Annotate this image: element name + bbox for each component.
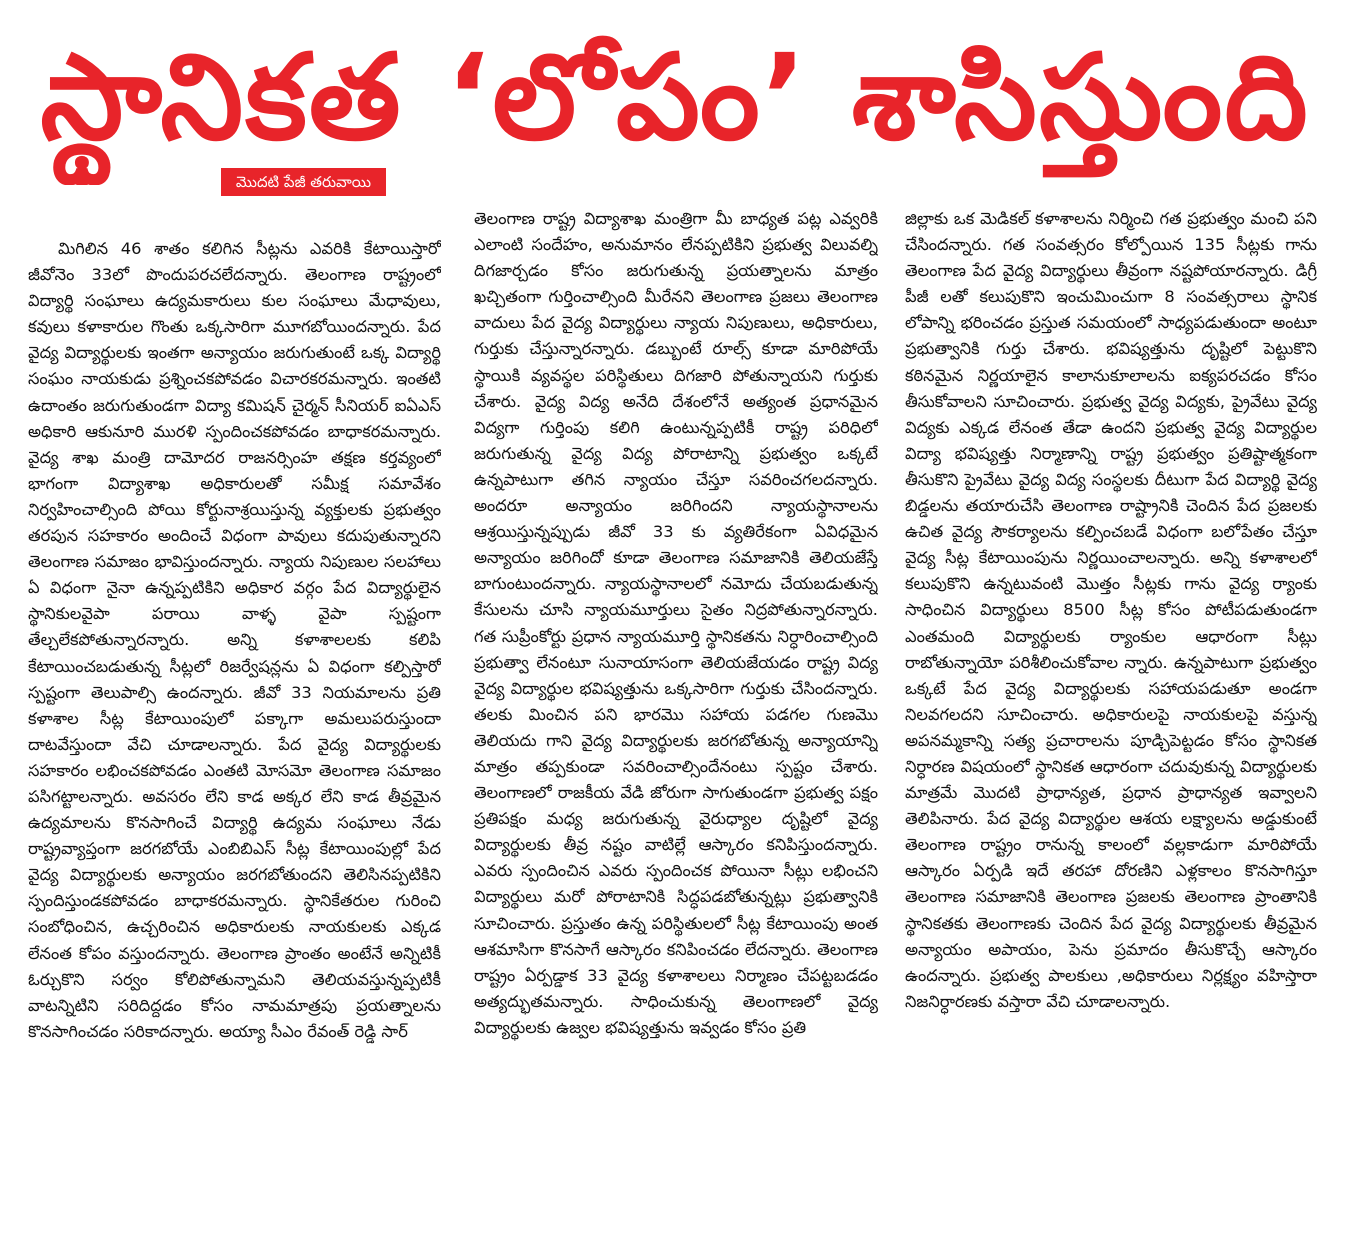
article-column-1 bbox=[28, 236, 441, 1254]
article-column-2 bbox=[474, 206, 878, 1252]
column-1-text: మిగిలిన 46 శాతం కలిగిన సీట్లను ఎవరికి కేటాయిస్తారో జీవోనెం 33లో పొందుపరచలేదన్నారు. తెలంగాణ రాష్ట్రంలో విద్యార్థి సంఘాలు ఉద్యమకారులు కుల సంఘాలు మేధావులు, కవులు కళాకారుల గొంతు ఒక్కసారిగా మూగబోయిందన్నారు. పేద వైద్య విద్యార్థులకు ఇంతగా అన్యాయం జరుగుతుంటే ఒక్క విద్యార్థి సంఘం నాయకుడు ప్రశ్నించకపోవడం విచారకరమన్నారు. ఇంతటి ఉదాంతం జరుగుతుండగా విద్యా కమిషన్ చైర్మన్ సీనియర్ ఐఏఎస్ అధికారి ఆకునూరి మురళి స్పందించకపోవడం బాధాకరమన్నారు. వైద్య శాఖ మంత్రి దామోదర రాజనర్సింహ తక్షణ కర్తవ్యంలో భాగంగా విద్యాశాఖ అధికారులతో సమీక్ష సమావేశం నిర్వహించాల్సింది పోయి కోర్టునాశ్రయిస్తున్న వ్యక్తులకు ప్రభుత్వం తరపున సహకారం అందించే విధంగా పావులు కదుపుతున్నారని తెలంగాణ సమాజం భావిస్తుందన్నారు. న్యాయ నిపుణుల సలహాలు ఏ విధంగా నైనా ఉన్నప్పటికిని అధికార వర్గం పేద విద్యార్థులైన స్థానికులవైపా పరాయి వాళ్ళ వైపా స్పష్టంగా తేల్చలేకపోతున్నారన్నారు. అన్ని కళాశాలలకు కలిపి కేటాయించబడుతున్న సీట్లలో రిజర్వేషన్లను ఏ విధంగా కల్పిస్తారో స్పష్టంగా తెలుపాల్సి ఉందన్నారు. జీవో 33 నియమాలను ప్రతి కళాశాల సీట్ల కేటాయింపులో పక్కాగా అమలుపరుస్తుందా దాటవేస్తుందా వేచి చూడాలన్నారు. పేద వైద్య విద్యార్థులకు సహకారం లభించకపోవడం ఎంతటి మోసమో తెలంగాణ సమాజం పసిగట్టాలన్నారు. అవసరం లేని కాడ అక్కర లేని కాడ తీవ్రమైన ఉద్యమాలను కొనసాగించే విద్యార్థి ఉద్యమ సంఘాలు నేడు రాష్ట్రవ్యాప్తంగా జరగబోయే ఎంబిబిఎస్ సీట్ల కేటాయింపుల్లో పేద వైద్య విద్యార్థులకు అన్యాయం జరగబోతుందని తెలిసినప్పటికిని స్పందిస్తుండకపోవడం బాధాకరమన్నారు. స్థానికేతరుల గురించి సంబోధించిన, ఉచ్చరించిన అధికారులకు నాయకులకు ఎక్కడ లేనంత కోపం వస్తుందన్నారు. తెలంగాణ ప్రాంతం అంటేనే అన్నిటికీ ఓర్చుకొని సర్వం కోలిపోతున్నామని తెలియవస్తున్నప్పటికీ వాటన్నిటిని సరిదిద్దడం కోసం నామమాత్రపు ప్రయత్నాలను కొనసాగించడం సరికాదన్నారు. అయ్యా సీఎం రేవంత్ రెడ్డి సార్ bbox=[28, 239, 441, 1041]
article-column-3 bbox=[905, 206, 1317, 1252]
column-3-text: జిల్లాకు ఒక మెడికల్ కళాశాలను నిర్మించి గత ప్రభుత్వం మంచి పని చేసిందన్నారు. గత సంవత్సరం కోల్పోయిన 135 సీట్లకు గాను తెలంగాణ పేద వైద్య విద్యార్థులు తీవ్రంగా నష్టపోయారన్నారు. డిగ్రీ పీజీ లతో కలుపుకొని ఇంచుమించుగా 8 సంవత్సరాలు స్థానిక లోపాన్ని భరించడం ప్రస్తుత సమయంలో సాధ్యపడుతుందా అంటూ ప్రభుత్వానికి గుర్తు చేశారు. భవిష్యత్తును దృష్టిలో పెట్టుకొని కఠినమైన నిర్ణయాలైన కాలానుకూలాలను ఐక్యపరచడం కోసం తీసుకోవాలని సూచించారు. ప్రభుత్వ వైద్య విద్యకు, ప్రైవేటు వైద్య విద్యకు ఎక్కడ లేనంత తేడా ఉందని ప్రభుత్వ వైద్య విద్యార్థుల విద్యా భవిష్యత్తు నిర్మాణాన్ని రాష్ట్ర ప్రభుత్వం ప్రతిష్టాత్మకంగా తీసుకొని ప్రైవేటు వైద్య విద్య సంస్థలకు దీటుగా పేద విద్యార్థి వైద్య బిడ్డలను తయారుచేసి తెలంగాణ రాష్ట్రానికి చెందిన పేద ప్రజలకు ఉచిత వైద్య సౌకర్యాలను కల్పించబడే విధంగా బలోపేతం చేస్తూ వైద్య సీట్ల కేటాయింపును నిర్ణయించాలన్నారు. అన్ని కళాశాలలో కలుపుకొని ఉన్నటువంటి మొత్తం సీట్లకు గాను వైద్య ర్యాంకు సాధించిన విద్యార్థులు 8500 సీట్ల కోసం పోటీపడుతుండగా ఎంతమంది విద్యార్థులకు ర్యాంకుల ఆధారంగా సీట్లు రాబోతున్నాయో పరిశీలించుకోవాల న్నారు. ఉన్నపాటుగా ప్రభుత్వం ఒక్కటే పేద వైద్య విద్యార్థులకు సహాయపడుతూ అండగా నిలవగలదని సూచించారు. అధికారులపై నాయకులపై వస్తున్న అపనమ్మకాన్ని సత్య ప్రచారాలను పూడ్చిపెట్టడం కోసం స్థానికత నిర్ధారణ విషయంలో స్థానికత ఆధారంగా చదువుకున్న విద్యార్థులకు మాత్రమే మొదటి ప్రాధాన్యత, ప్రధాన ప్రాధాన్యత ఇవ్వాలని తెలిపినారు. పేద వైద్య విద్యార్థుల ఆశయ లక్ష్యాలను అడ్డుకుంటే తెలంగాణ రాష్ట్రం రానున్న కాలంలో వల్లకాడుగా మారిపోయే ఆస్కారం ఏర్పడి ఇదే తరహా దోరణిని ఎళ్లకాలం కొనసాగిస్తూ తెలంగాణ సమాజానికి తెలంగాణ ప్రజలకు తెలంగాణ ప్రాంతానికి స్థానికతకు తెలంగాణకు చెందిన పేద వైద్య విద్యార్థులకు తీవ్రమైన అన్యాయం అపాయం, పెను ప్రమాదం తీసుకొచ్చే ఆస్కారం ఉందన్నారు. ప్రభుత్వ పాలకులు ,అధికారులు నిర్లక్ష్యం వహిస్తారా నిజనిర్ధారణకు వస్తారా వేచి చూడాలన్నారు. bbox=[905, 209, 1317, 1011]
column-2-text: తెలంగాణ రాష్ట్ర విద్యాశాఖ మంత్రిగా మీ బాధ్యత పట్ల ఎవ్వరికి ఎలాంటి సందేహం, అనుమానం లేనప్పటికిని ప్రభుత్వ విలువల్ని దిగజార్చడం కోసం జరుగుతున్న ప్రయత్నాలను మాత్రం ఖచ్చితంగా గుర్తించాల్సింది మీరేనని తెలంగాణ ప్రజలు తెలంగాణ వాదులు పేద వైద్య విద్యార్థులు న్యాయ నిపుణులు, అధికారులు, గుర్తుకు చేస్తున్నారన్నారు. డబ్బుంటే రూల్స్ కూడా మారిపోయే స్థాయికి వ్యవస్థల పరిస్థితులు దిగజారి పోతున్నాయని గుర్తుకు చేశారు. వైద్య విద్య అనేది దేశంలోనే అత్యంత ప్రధానమైన విద్యగా గుర్తింపు కలిగి ఉంటున్నప్పటికీ రాష్ట్ర పరిధిలో జరుగుతున్న వైద్య విద్య పోరాటాన్ని ప్రభుత్వం ఒక్కటే ఉన్నపాటుగా తగిన న్యాయం చేస్తూ సవరించగలదన్నారు. అందరూ అన్యాయం జరిగిందని న్యాయస్థానాలను ఆశ్రయిస్తున్నప్పుడు జీవో 33 కు వ్యతిరేకంగా ఏవిధమైన అన్యాయం జరిగిందో కూడా తెలంగాణ సమాజానికి తెలియజేస్తే బాగుంటుందన్నారు. న్యాయస్థానాలలో నమోదు చేయబడుతున్న కేసులను చూసి న్యాయమూర్తులు సైతం నిద్రపోతున్నారన్నారు. గత సుప్రీంకోర్టు ప్రధాన న్యాయమూర్తి స్థానికతను నిర్ధారించాల్సింది ప్రభుత్వా లేనంటూ సునాయాసంగా తెలియజేయడం రాష్ట్ర విద్య వైద్య విద్యార్థుల భవిష్యత్తును ఒక్కసారిగా గుర్తుకు చేసిందన్నారు. తలకు మించిన పని భారమొ సహాయ పడగల గుణమొ తెలియదు గాని వైద్య విద్యార్థులకు జరగబోతున్న అన్యాయాన్ని మాత్రం తప్పకుండా సవరించాల్సిందేనంటు స్పష్టం చేశారు. తెలంగాణలో రాజకీయ వేడి జోరుగా సాగుతుండగా ప్రభుత్వ పక్షం ప్రతిపక్షం మధ్య జరుగుతున్న వైరుధ్యాల దృష్టిలో వైద్య విద్యార్థులకు తీవ్ర నష్టం వాటిల్లే ఆస్కారం కనిపిస్తుందన్నారు. ఎవరు స్పందించిన ఎవరు స్పందించక పోయినా సీట్లు లభించని విద్యార్థులు మరో పోరాటానికి సిద్ధపడబోతున్నట్లు ప్రభుత్వానికి సూచించారు. ప్రస్తుతం ఉన్న పరిస్థితులలో సీట్ల కేటాయింపు అంత ఆశమాసిగా కొనసాగే ఆస్కారం కనిపించడం లేదన్నారు. తెలంగాణ రాష్ట్రం ఏర్పడ్డాక 33 వైద్య కళాశాలలు నిర్మాణం చేపట్టబడడం అత్యద్భుతమన్నారు. సాధించుకున్న తెలంగాణలో వైద్య విద్యార్థులకు ఉజ్వల భవిష్యత్తును ఇవ్వడం కోసం ప్రతి bbox=[474, 209, 878, 1037]
headline: స్థానికత ‘లోపం’ శాసిస్తుంది bbox=[40, 28, 1310, 166]
continued-from-front-page-label: మొదటి పేజీ తరువాయి bbox=[221, 168, 386, 196]
